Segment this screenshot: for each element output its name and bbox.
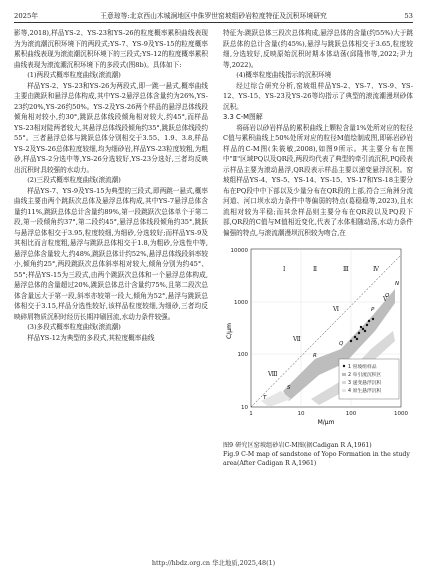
x-tick-labels <box>249 411 408 417</box>
x-tick-label: 1 <box>249 411 253 417</box>
y-tick-labels <box>231 248 249 411</box>
cm-figure <box>223 241 413 441</box>
paragraph: 将砾岩以砂岩样品的累积曲线上颗粒含量1%处所对应的粒径C值与累积曲线上50%处所对应的粒径M值绘制成图,即砾岩砂岩样品的C-M图(朱筱敏,2008),如图9所示。其主要分布在图中"Ⅱ"区域PQ以及QR段,两段均代表了典型的牵引流沉积,PQ段表示样品主要为滚动悬浮,QR段表示样品主要以递变悬浮沉积。窑坡组样品YS-4、YS-5、YS-14、YS-15、YS-17和YS-18主要分布在PQ段中中下部以及少量分布在QR段的上部,符合三角洲分流河道、河口坝水动力条件中等偏弱的特点(葛稳稳等,2023),且水流相对较为平稳;而其余样品则主要分布在QR段以及PQ段下部,QR段的C值与M值相近变化,代表了水体相随动荡,水动力条件偏强的特点,与滚流潮漫坝沉积较为吻合,在 <box>223 123 413 237</box>
segment-label: P <box>371 307 375 313</box>
y-tick-label: 100 <box>237 352 248 358</box>
page-footer: http://hbdz.org.cn 华北地质,2025,48(1) <box>151 559 276 567</box>
segment-label: N <box>395 281 400 287</box>
segment-label: T <box>263 395 267 401</box>
segment-label: O <box>385 293 390 299</box>
region-label: Ⅲ <box>343 266 349 273</box>
figure-caption-cn: 图9 研究区窑坡组砂岩C-M图(据Cadigan R A,1961) <box>223 442 372 449</box>
region-label: Ⅰ <box>283 266 286 273</box>
figure-caption-en: Fig.9 C-M map of sandstone of Yopo Formation in the study area(After Cadigan R A,1961) <box>223 451 410 467</box>
legend <box>339 359 399 399</box>
paragraph: 样品YS-7、YS-9及YS-15为典型的三段式,即两跳一悬式,概率曲线主要由两个跳跃次总体及悬浮总体构成,其中YS-7悬浮总体含量约11%,跳跃总体总计含量约89%,第一段跳跃次总体单个于第二段,第一段倾角约37°,第二段约45°,悬浮总体线段倾角约35°,跳跃与悬浮总体相交于3.95,粒度较细,为细砂,分选较好;而样品YS-9及其相比而言粒度粗,悬浮与跳跃总体相交于1.8,为粗砂,分选性中等,悬浮总体含量较大,约48%,跳跃总体计约52%,悬浮总体线段斜率较小,倾角约25°,两段跳跃次总体斜率相对较大,倾角分别为约45°、55°;样品YS-15为三段式,由两个跳跃次总体和一个悬浮总体构成,悬浮总体的含量超过20%,跳跃总体总计含量约75%,且第二段次总体含量远大于第一段,斜率亦较第一段大,倾角为52°,悬浮与跳跃总体相交于3.15,样品分选性较好,该样品粒度较细,为细砂,三者均反映碎屑物质沉积时经历长期冲刷回流,水动力条件较强。 <box>14 186 208 321</box>
page-header <box>14 10 413 23</box>
x-tick-label: 100 <box>345 411 357 417</box>
region-label: Ⅴ <box>383 296 388 303</box>
segment-label: Q <box>339 341 344 347</box>
legend-item: 2 牵引流沉积区 <box>348 373 382 378</box>
subheading: (1)两段式概率粒度曲线(滚流潮) <box>27 71 121 79</box>
legend-item: 3 递变悬浮沉积 <box>348 381 382 386</box>
section-title: 3.3 C-M图解 <box>223 113 263 121</box>
y-tick-label: 10 <box>241 405 248 411</box>
paragraph: 样品YS-2、YS-23和YS-26为两段式,即一跳一悬式,概率曲线主要由跳跃和悬浮总体构成,其中YS-2悬浮总体含量约为26%,YS-23约20%,YS-26约50%。YS-2及YS-26两个样品的悬浮总体线段倾角相对较小,约30°,跳跃总体线段倾角相对较大,约45°,而样品YS-23相对陡两者较大,其悬浮总体线段倾角约35°,跳跃总体线段约55°。三者悬浮总体与跳跃总体分别相交于3.55、1.9、3.8,样品YS-2及YS-26总体粒度较细,均为细砂岩,样品YS-23粒度较粗,为粗砂,样品YS-2分选中等,YS-26分选较好,YS-23分选好,三者均反映出沉积时具较强的水动力。 <box>14 81 208 174</box>
header-year: 2025年 <box>14 12 39 20</box>
region-label: Ⅵ <box>333 306 340 313</box>
region-label: Ⅶ <box>293 336 301 343</box>
y-tick-label: 10000 <box>230 248 248 254</box>
header-page-number: 53 <box>404 12 413 20</box>
segment-label: S <box>287 385 291 391</box>
paragraph: 经过综合研究分析,窑坡组样品YS-2、YS-7、YS-9、YS-12、YS-15、YS-23及YS-26等均指示了典型的滚流潮漫坝砂体沉积。 <box>223 81 413 111</box>
region-label: Ⅳ <box>373 266 379 273</box>
y-axis-label: C/μm <box>226 323 233 339</box>
subheading: (2)三段式概率粒度曲线(滚流潮) <box>27 176 121 184</box>
right-column <box>223 28 413 468</box>
legend-item: 4 原生悬浮沉积 <box>348 389 382 394</box>
x-tick-label: 10 <box>297 411 305 417</box>
paragraph: 特征为:跳跃总体三段次总体构成,悬浮总体的含量(约55%)大于跳跃总体的总计含量(约45%),悬浮与跳跃总体相交于3.65,粒度较细,分选较好,反映原始沉积时期本体动荡(邱隆伟等,2022;尹力等,2022)。 <box>223 29 413 69</box>
segment-label: R <box>313 353 317 359</box>
cm-diagram <box>223 241 413 441</box>
left-column <box>14 28 208 343</box>
legend-item: 1 窑坡组样品 <box>348 365 377 370</box>
x-axis-label: M/μm <box>317 419 335 426</box>
region-label: Ⅷ <box>268 371 278 378</box>
paragraph: 影等,2018),样品YS-2、YS-23和YS-26的粒度概率累积曲线表现为为滚流潮沉积环境下的两段式;YS-7、YS-9及YS-15的粒度概率累积曲线表现为滚流潮沉积环境下的三段式;YS-12的粒度概率累积曲线表现为滚流潮沉积环境下的多段式(图8b)。具体如下: <box>14 29 208 69</box>
subheading: (4)概率粒度曲线指示的沉积环境 <box>236 71 332 79</box>
header-title: 王意琼等:北京西山木城涧地区中侏罗世窑坡组砂岩粒度特征及沉积环境研究 <box>100 12 327 20</box>
region-label: Ⅱ <box>313 266 318 273</box>
subheading: (3)多段式概率粒度曲线(滚流潮) <box>27 323 121 331</box>
x-tick-label: 1000 <box>394 411 408 417</box>
paragraph: 样品YS-12为典型的多段式,其粒度概率曲线 <box>27 333 155 342</box>
y-tick-label: 1000 <box>234 300 248 306</box>
